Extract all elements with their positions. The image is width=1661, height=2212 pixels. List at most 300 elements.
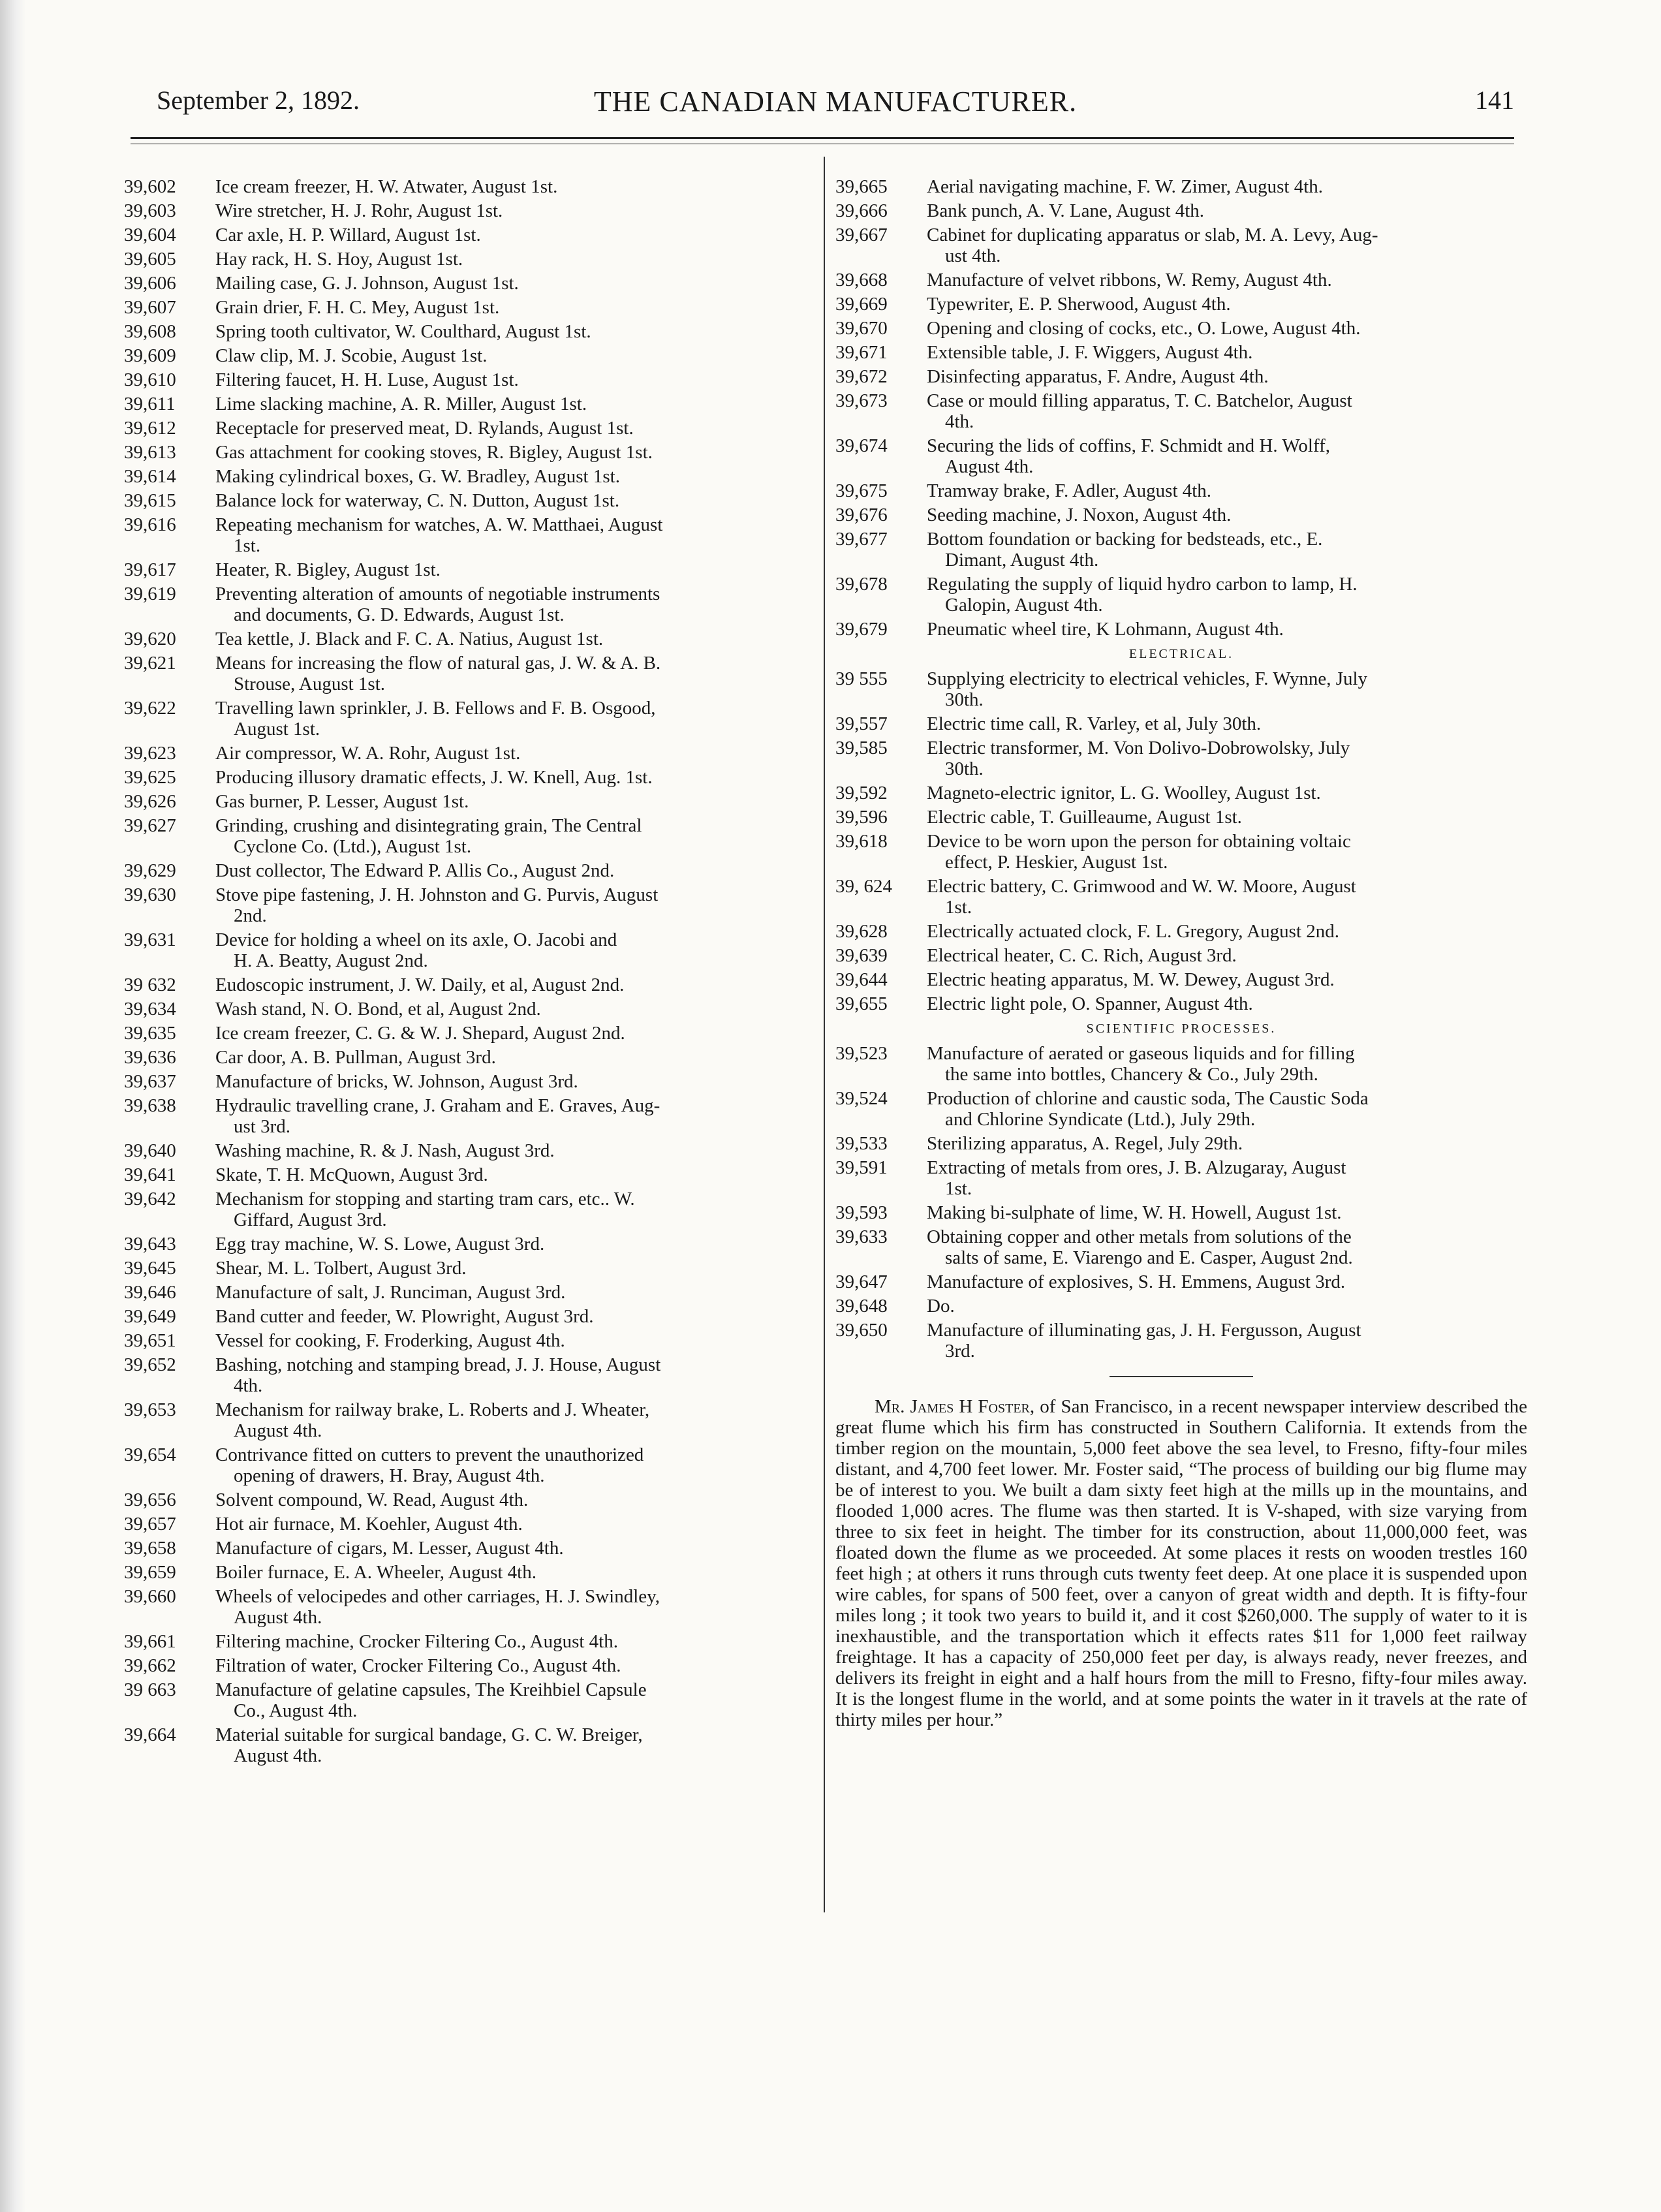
patent-description-continued: August 4th. xyxy=(234,1420,322,1441)
patent-number: 39,557 xyxy=(835,713,888,734)
patent-description: Manufacture of velvet ribbons, W. Remy, August 4th. xyxy=(927,270,1332,290)
patent-description: Air compressor, W. A. Rohr, August 1st. xyxy=(215,743,521,764)
patent-number: 39,658 xyxy=(124,1538,176,1559)
patent-description: Manufacture of explosives, S. H. Emmens, August 3rd. xyxy=(927,1271,1346,1292)
patent-description: Producing illusory dramatic effects, J. W. Knell, Aug. 1st. xyxy=(215,767,653,788)
patent-entry xyxy=(124,490,813,511)
patent-number: 39,625 xyxy=(124,767,176,788)
patent-entry xyxy=(835,176,1527,197)
patent-number: 39,662 xyxy=(124,1655,176,1676)
patent-description: Bank punch, A. V. Lane, August 4th. xyxy=(927,200,1205,221)
patent-entry xyxy=(835,619,1527,640)
patent-number: 39,655 xyxy=(835,993,888,1014)
patent-entry xyxy=(835,713,1527,734)
patent-entry xyxy=(124,297,813,318)
patent-description: Making cylindrical boxes, G. W. Bradley, August 1st. xyxy=(215,466,620,487)
patent-entry xyxy=(835,294,1527,315)
scientific-processes-heading: SCIENTIFIC PROCESSES. xyxy=(1086,1021,1277,1036)
patent-description: Electric time call, R. Varley, et al, July 30th. xyxy=(927,713,1262,734)
patent-number: 39,626 xyxy=(124,791,176,812)
patent-number: 39,674 xyxy=(835,435,888,456)
patent-number: 39,664 xyxy=(124,1724,176,1745)
patent-description-continued: and documents, G. D. Edwards, August 1st. xyxy=(234,604,565,625)
patent-entry xyxy=(835,1202,1527,1223)
patent-entry xyxy=(835,1157,1527,1199)
patent-description: Egg tray machine, W. S. Lowe, August 3rd. xyxy=(215,1234,545,1254)
patent-entry xyxy=(835,480,1527,501)
patent-description-continued: Strouse, August 1st. xyxy=(234,674,386,694)
patent-entry xyxy=(124,584,813,625)
patent-description: Hot air furnace, M. Koehler, August 4th. xyxy=(215,1514,523,1534)
right-column xyxy=(835,176,1527,1749)
patent-entry xyxy=(124,698,813,740)
patent-entry xyxy=(835,1271,1527,1292)
patent-number: 39,679 xyxy=(835,619,888,640)
patent-number: 39,524 xyxy=(835,1088,888,1109)
patent-number: 39,610 xyxy=(124,369,176,390)
patent-number: 39,653 xyxy=(124,1399,176,1420)
patent-entry xyxy=(835,783,1527,803)
patent-entry xyxy=(835,921,1527,942)
patent-entry xyxy=(835,1043,1527,1085)
patent-number: 39,629 xyxy=(124,860,176,881)
patent-entry xyxy=(124,442,813,463)
patent-number: 39 663 xyxy=(124,1679,176,1700)
patent-description: Spring tooth cultivator, W. Coulthard, August 1st. xyxy=(215,321,591,342)
patent-description: Production of chlorine and caustic soda, The Caustic Soda xyxy=(927,1088,1369,1109)
patent-entry xyxy=(124,1306,813,1327)
patent-entry xyxy=(124,418,813,439)
patent-entry xyxy=(124,321,813,342)
patent-description-continued: 30th. xyxy=(945,758,984,779)
patent-entry xyxy=(835,1320,1527,1362)
patent-description: Aerial navigating machine, F. W. Zimer, August 4th. xyxy=(927,176,1324,197)
patent-entry xyxy=(124,1095,813,1137)
patent-description: Band cutter and feeder, W. Plowright, August 3rd. xyxy=(215,1306,594,1327)
patent-description: Mechanism for railway brake, L. Roberts and J. Wheater, xyxy=(215,1399,650,1420)
patent-description: Hay rack, H. S. Hoy, August 1st. xyxy=(215,249,463,270)
patent-list-continued xyxy=(835,176,1527,640)
patent-entry xyxy=(835,435,1527,477)
patent-description-continued: 1st. xyxy=(234,535,261,556)
patent-entry xyxy=(124,1679,813,1721)
patent-description: Cabinet for duplicating apparatus or slab, M. A. Levy, Aug- xyxy=(927,225,1378,245)
patent-description: Filtering machine, Crocker Filtering Co., August 4th. xyxy=(215,1631,618,1652)
patent-description: Preventing alteration of amounts of negotiable instruments xyxy=(215,584,660,604)
patent-description-continued: 2nd. xyxy=(234,905,267,926)
patent-entry xyxy=(124,1538,813,1559)
patent-entry xyxy=(124,653,813,694)
patent-number: 39,611 xyxy=(124,394,176,414)
patent-description-continued: and Chlorine Syndicate (Ltd.), July 29th. xyxy=(945,1109,1256,1130)
patent-entry xyxy=(835,270,1527,290)
patent-description: Manufacture of bricks, W. Johnson, August 3rd. xyxy=(215,1071,578,1092)
patent-description: Gas attachment for cooking stoves, R. Bigley, August 1st. xyxy=(215,442,653,463)
patent-number: 39,617 xyxy=(124,559,176,580)
patent-number: 39, 624 xyxy=(835,876,892,897)
patent-number: 39,606 xyxy=(124,273,176,294)
patent-description: Bottom foundation or backing for bedsteads, etc., E. xyxy=(927,529,1323,550)
patent-description-continued: H. A. Beatty, August 2nd. xyxy=(234,950,428,971)
patent-number: 39,603 xyxy=(124,200,176,221)
patent-number: 39,640 xyxy=(124,1140,176,1161)
column-divider xyxy=(824,157,825,1912)
patent-description-continued: Giffard, August 3rd. xyxy=(234,1209,387,1230)
patent-entry xyxy=(124,1282,813,1303)
patent-description: Mailing case, G. J. Johnson, August 1st. xyxy=(215,273,519,294)
patent-description-continued: 1st. xyxy=(945,1178,972,1199)
patent-description-continued: 30th. xyxy=(945,689,984,710)
patent-entry xyxy=(835,945,1527,966)
patent-description: Electrical heater, C. C. Rich, August 3rd. xyxy=(927,945,1237,966)
patent-entry xyxy=(835,807,1527,828)
patent-number: 39,533 xyxy=(835,1133,888,1154)
patent-description: Electric light pole, O. Spanner, August 4th. xyxy=(927,993,1253,1014)
patent-description: Making bi-sulphate of lime, W. H. Howell, August 1st. xyxy=(927,1202,1342,1223)
patent-entry xyxy=(124,225,813,245)
patent-description: Wire stretcher, H. J. Rohr, August 1st. xyxy=(215,200,503,221)
masthead xyxy=(157,85,1514,124)
patent-number: 39,644 xyxy=(835,969,888,990)
patent-description: Means for increasing the flow of natural gas, J. W. & A. B. xyxy=(215,653,661,674)
patent-number: 39,647 xyxy=(835,1271,888,1292)
patent-number: 39,618 xyxy=(835,831,888,852)
patent-description-continued: 4th. xyxy=(234,1375,263,1396)
patent-description-continued: salts of same, E. Viarengo and E. Casper, August 2nd. xyxy=(945,1247,1353,1268)
patent-number: 39 555 xyxy=(835,668,888,689)
patent-description: Repeating mechanism for watches, A. W. Matthaei, August xyxy=(215,514,663,535)
patent-entry xyxy=(835,738,1527,779)
patent-entry xyxy=(124,884,813,926)
patent-description: Shear, M. L. Tolbert, August 3rd. xyxy=(215,1258,467,1279)
patent-description: Manufacture of cigars, M. Lesser, August 4th. xyxy=(215,1538,564,1559)
patent-entry xyxy=(835,225,1527,266)
patent-number: 39,637 xyxy=(124,1071,176,1092)
patent-description: Device for holding a wheel on its axle, O. Jacobi and xyxy=(215,929,617,950)
patent-entry xyxy=(124,743,813,764)
patent-description: Wash stand, N. O. Bond, et al, August 2nd. xyxy=(215,999,541,1020)
patent-entry xyxy=(124,767,813,788)
patent-description: Boiler furnace, E. A. Wheeler, August 4th. xyxy=(215,1562,536,1583)
patent-description: Extracting of metals from ores, J. B. Alzugaray, August xyxy=(927,1157,1346,1178)
electrical-patent-list xyxy=(835,668,1527,1014)
publication-title: THE CANADIAN MANUFACTURER. xyxy=(593,86,1078,117)
patent-description: Regulating the supply of liquid hydro carbon to lamp, H. xyxy=(927,574,1358,595)
patent-entry xyxy=(124,629,813,649)
patent-number: 39,623 xyxy=(124,743,176,764)
patent-description: Mechanism for stopping and starting tram cars, etc.. W. xyxy=(215,1189,635,1209)
patent-entry xyxy=(124,249,813,270)
patent-entry xyxy=(124,200,813,221)
patent-entry xyxy=(835,831,1527,873)
patent-entry xyxy=(124,1354,813,1396)
patent-number: 39,616 xyxy=(124,514,176,535)
patent-entry xyxy=(124,1631,813,1652)
patent-description-continued: effect, P. Heskier, August 1st. xyxy=(945,852,1168,873)
patent-description-continued: ust 3rd. xyxy=(234,1116,290,1137)
patent-entry xyxy=(835,969,1527,990)
patent-number: 39,596 xyxy=(835,807,888,828)
patent-description: Securing the lids of coffins, F. Schmidt and H. Wolff, xyxy=(927,435,1330,456)
patent-number: 39,604 xyxy=(124,225,176,245)
patent-entry xyxy=(124,394,813,414)
patent-description: Tea kettle, J. Black and F. C. A. Natius, August 1st. xyxy=(215,629,604,649)
patent-description-continued: Cyclone Co. (Ltd.), August 1st. xyxy=(234,836,472,857)
patent-number: 39,650 xyxy=(835,1320,888,1341)
patent-description: Material suitable for surgical bandage, G. C. W. Breiger, xyxy=(215,1724,643,1745)
patent-description: Electrically actuated clock, F. L. Gregory, August 2nd. xyxy=(927,921,1339,942)
patent-description: Ice cream freezer, C. G. & W. J. Shepard, August 2nd. xyxy=(215,1023,625,1044)
patent-number: 39,661 xyxy=(124,1631,176,1652)
patent-entry xyxy=(835,505,1527,525)
patent-description: Sterilizing apparatus, A. Regel, July 29th. xyxy=(927,1133,1243,1154)
flume-article xyxy=(835,1396,1527,1730)
patent-description: Washing machine, R. & J. Nash, August 3rd. xyxy=(215,1140,555,1161)
patent-description-continued: 3rd. xyxy=(945,1341,975,1362)
patent-number: 39,608 xyxy=(124,321,176,342)
patent-number: 39,676 xyxy=(835,505,888,525)
patent-entry xyxy=(124,1724,813,1766)
patent-description-continued: ust 4th. xyxy=(945,245,1001,266)
patent-number: 39,619 xyxy=(124,584,176,604)
patent-number: 39,591 xyxy=(835,1157,888,1178)
patent-number: 39,667 xyxy=(835,225,888,245)
patent-entry xyxy=(835,1226,1527,1268)
patent-description-continued: opening of drawers, H. Bray, August 4th. xyxy=(234,1465,545,1486)
patent-number: 39,670 xyxy=(835,318,888,339)
article-body: of San Francisco, in a recent newspaper interview described the great flume which his firm has constructed in Southern California. It extends from the timber region on the mountain, 5,000 feet above the sea level, to Fresno, fifty-four miles distant, and 4,700 feet lower. Mr. Foster said, “The process of building our big flume may be of interest to you. We built a dam sixty feet high at the mills up in the mountains, and flooded 1,000 acres. The flume was then started. It is V-shaped, with size varying from three to six feet in height. The timber for its construction, about 11,000,000 feet, was floated down the flume as we proceeded. At some places it rests on wooden trestles 160 feet high ; at others it runs through cuts twenty feet deep. At one place it is suspended upon wire cables, for spans of 500 feet, over a canyon of great width and depth. It is fifty-four miles long ; it took two years to build it, and it cost $260,000. The supply of water to it is inexhaustible, and the transportation which it effects rates $11 for 1,000 feet railway freightage. It has a capacity of 250,000 feet per day, is always ready, never freezes, and delivers its freight in eight and a half hours from the mill to Fresno, fifty-four miles away. It is the longest flume in the world, and at some points the water in it travels at the rate of thirty miles per hour.” xyxy=(835,1396,1528,1730)
patent-entry xyxy=(124,559,813,580)
patent-entry xyxy=(835,529,1527,570)
patent-number: 39,607 xyxy=(124,297,176,318)
patent-entry xyxy=(124,1514,813,1534)
patent-number: 39,620 xyxy=(124,629,176,649)
patent-entry xyxy=(835,574,1527,615)
patent-description: Case or mould filling apparatus, T. C. Batchelor, August xyxy=(927,390,1352,411)
patent-entry xyxy=(124,1140,813,1161)
patent-entry xyxy=(835,668,1527,710)
patent-description: Hydraulic travelling crane, J. Graham and E. Graves, Aug- xyxy=(215,1095,660,1116)
patent-entry xyxy=(124,1164,813,1185)
patent-description: Electric cable, T. Guilleaume, August 1st. xyxy=(927,807,1242,828)
patent-entry xyxy=(124,791,813,812)
patent-description: Disinfecting apparatus, F. Andre, August 4th. xyxy=(927,366,1269,387)
patent-description: Manufacture of gelatine capsules, The Kreihbiel Capsule xyxy=(215,1679,647,1700)
patent-description: Device to be worn upon the person for obtaining voltaic xyxy=(927,831,1351,852)
patent-number: 39,585 xyxy=(835,738,888,758)
patent-description: Electric transformer, M. Von Dolivo-Dobrowolsky, July xyxy=(927,738,1350,758)
patent-description: Filtration of water, Crocker Filtering Co., August 4th. xyxy=(215,1655,621,1676)
patent-description: Receptacle for preserved meat, D. Rylands, August 1st. xyxy=(215,418,634,439)
patent-entry xyxy=(835,318,1527,339)
patent-description: Balance lock for waterway, C. N. Dutton, August 1st. xyxy=(215,490,620,511)
patent-description: Contrivance fitted on cutters to prevent the unauthorized xyxy=(215,1444,644,1465)
patent-description: Extensible table, J. F. Wiggers, August 4th. xyxy=(927,342,1253,363)
patent-entry xyxy=(124,273,813,294)
patent-entry xyxy=(124,466,813,487)
page-binding-edge xyxy=(0,0,26,2212)
patent-description: Car door, A. B. Pullman, August 3rd. xyxy=(215,1047,496,1068)
patent-number: 39,636 xyxy=(124,1047,176,1068)
patent-number: 39 632 xyxy=(124,974,176,995)
patent-number: 39,652 xyxy=(124,1354,176,1375)
patent-entry xyxy=(124,999,813,1020)
patent-number: 39,635 xyxy=(124,1023,176,1044)
patent-entry xyxy=(124,1444,813,1486)
patent-number: 39,648 xyxy=(835,1296,888,1316)
patent-number: 39,671 xyxy=(835,342,888,363)
patent-description: Electric heating apparatus, M. W. Dewey, August 3rd. xyxy=(927,969,1335,990)
patent-entry xyxy=(835,876,1527,918)
patent-description-continued: August 4th. xyxy=(945,456,1034,477)
patent-description: Grain drier, F. H. C. Mey, August 1st. xyxy=(215,297,500,318)
article-divider xyxy=(1110,1376,1253,1377)
patent-description-continued: 4th. xyxy=(945,411,974,432)
patent-entry xyxy=(835,200,1527,221)
patent-number: 39,622 xyxy=(124,698,176,719)
patent-number: 39,614 xyxy=(124,466,176,487)
patent-entry xyxy=(124,1586,813,1628)
patent-number: 39,592 xyxy=(835,783,888,803)
patent-number: 39,605 xyxy=(124,249,176,270)
patent-number: 39,673 xyxy=(835,390,888,411)
patent-number: 39,615 xyxy=(124,490,176,511)
patent-number: 39,609 xyxy=(124,345,176,366)
scientific-patent-list xyxy=(835,1043,1527,1362)
patent-number: 39,651 xyxy=(124,1330,176,1351)
patent-description: Stove pipe fastening, J. H. Johnston and G. Purvis, August xyxy=(215,884,659,905)
patent-description: Manufacture of illuminating gas, J. H. Fergusson, August xyxy=(927,1320,1361,1341)
patent-number: 39,634 xyxy=(124,999,176,1020)
patent-number: 39,649 xyxy=(124,1306,176,1327)
patent-entry xyxy=(124,1071,813,1092)
patent-entry xyxy=(124,1655,813,1676)
patent-number: 39,627 xyxy=(124,815,176,836)
patent-entry xyxy=(124,345,813,366)
patent-description: Do. xyxy=(927,1296,955,1316)
patent-number: 39,668 xyxy=(835,270,888,290)
patent-description: Travelling lawn sprinkler, J. B. Fellows and F. B. Osgood, xyxy=(215,698,656,719)
patent-description-continued: August 4th. xyxy=(234,1745,322,1766)
patent-entry xyxy=(124,1562,813,1583)
patent-description: Pneumatic wheel tire, K Lohmann, August 4th. xyxy=(927,619,1284,640)
patent-number: 39,678 xyxy=(835,574,888,595)
patent-entry xyxy=(124,1023,813,1044)
patent-number: 39,656 xyxy=(124,1489,176,1510)
patent-description: Manufacture of aerated or gaseous liquids and for filling xyxy=(927,1043,1355,1064)
patent-entry xyxy=(124,1234,813,1254)
patent-entry xyxy=(835,1133,1527,1154)
patent-number: 39,593 xyxy=(835,1202,888,1223)
patent-number: 39,666 xyxy=(835,200,888,221)
patent-description: Obtaining copper and other metals from solutions of the xyxy=(927,1226,1352,1247)
patent-number: 39,639 xyxy=(835,945,888,966)
patent-description: Tramway brake, F. Adler, August 4th. xyxy=(927,480,1212,501)
patent-entry xyxy=(124,514,813,556)
patent-number: 39,665 xyxy=(835,176,888,197)
patent-number: 39,630 xyxy=(124,884,176,905)
patent-description: Skate, T. H. McQuown, August 3rd. xyxy=(215,1164,488,1185)
patent-entry xyxy=(124,1489,813,1510)
patent-description: Grinding, crushing and disintegrating grain, The Central xyxy=(215,815,642,836)
patent-number: 39,641 xyxy=(124,1164,176,1185)
patent-description-continued: August 1st. xyxy=(234,719,320,740)
patent-description: Manufacture of salt, J. Runciman, August 3rd. xyxy=(215,1282,566,1303)
page-number: 141 xyxy=(1475,86,1514,115)
patent-description: Lime slacking machine, A. R. Miller, August 1st. xyxy=(215,394,587,414)
patent-description: Solvent compound, W. Read, August 4th. xyxy=(215,1489,529,1510)
patent-number: 39,657 xyxy=(124,1514,176,1534)
patent-description: Claw clip, M. J. Scobie, August 1st. xyxy=(215,345,488,366)
patent-number: 39,612 xyxy=(124,418,176,439)
patent-number: 39,646 xyxy=(124,1282,176,1303)
patent-description: Magneto-electric ignitor, L. G. Woolley, August 1st. xyxy=(927,783,1321,803)
patent-description: Typewriter, E. P. Sherwood, August 4th. xyxy=(927,294,1231,315)
patent-number: 39,660 xyxy=(124,1586,176,1607)
patent-description: Eudoscopic instrument, J. W. Daily, et al, August 2nd. xyxy=(215,974,625,995)
patent-number: 39,613 xyxy=(124,442,176,463)
patent-entry xyxy=(124,1399,813,1441)
header-rule xyxy=(131,137,1514,139)
patent-number: 39,654 xyxy=(124,1444,176,1465)
patent-description: Seeding machine, J. Noxon, August 4th. xyxy=(927,505,1232,525)
patent-entry xyxy=(124,815,813,857)
article-author: Mr. James H Foster, xyxy=(875,1396,1035,1417)
patent-entry xyxy=(124,1330,813,1351)
patent-entry xyxy=(835,1296,1527,1316)
patent-entry xyxy=(835,366,1527,387)
patent-entry xyxy=(124,1047,813,1068)
patent-description-continued: Co., August 4th. xyxy=(234,1700,358,1721)
patent-entry xyxy=(124,860,813,881)
patent-number: 39,659 xyxy=(124,1562,176,1583)
patent-description: Filtering faucet, H. H. Luse, August 1st. xyxy=(215,369,519,390)
patent-entry xyxy=(835,993,1527,1014)
patent-description: Heater, R. Bigley, August 1st. xyxy=(215,559,441,580)
patent-number: 39,631 xyxy=(124,929,176,950)
patent-entry xyxy=(124,369,813,390)
patent-entry xyxy=(835,1088,1527,1130)
patent-entry xyxy=(835,342,1527,363)
issue-date: September 2, 1892. xyxy=(157,86,360,115)
patent-entry xyxy=(124,1258,813,1279)
patent-number: 39,645 xyxy=(124,1258,176,1279)
patent-entry xyxy=(124,974,813,995)
patent-entry xyxy=(124,929,813,971)
patent-number: 39,633 xyxy=(835,1226,888,1247)
patent-description: Supplying electricity to electrical vehicles, F. Wynne, July xyxy=(927,668,1368,689)
patent-entry xyxy=(835,390,1527,432)
patent-number: 39,669 xyxy=(835,294,888,315)
patent-number: 39,643 xyxy=(124,1234,176,1254)
patent-description: Gas burner, P. Lesser, August 1st. xyxy=(215,791,469,812)
patent-description: Bashing, notching and stamping bread, J. J. House, August xyxy=(215,1354,661,1375)
patent-description: Electric battery, C. Grimwood and W. W. Moore, August xyxy=(927,876,1356,897)
left-column xyxy=(124,176,813,1769)
patent-number: 39,672 xyxy=(835,366,888,387)
patent-number: 39,638 xyxy=(124,1095,176,1116)
patent-description-continued: 1st. xyxy=(945,897,972,918)
patent-description: Car axle, H. P. Willard, August 1st. xyxy=(215,225,481,245)
patent-description-continued: August 4th. xyxy=(234,1607,322,1628)
patent-entry xyxy=(124,176,813,197)
patent-entry xyxy=(124,1189,813,1230)
patent-description: Ice cream freezer, H. W. Atwater, August 1st. xyxy=(215,176,558,197)
patent-description: Opening and closing of cocks, etc., O. Lowe, August 4th. xyxy=(927,318,1361,339)
patent-number: 39,675 xyxy=(835,480,888,501)
patent-description-continued: Dimant, August 4th. xyxy=(945,550,1099,570)
patent-number: 39,621 xyxy=(124,653,176,674)
